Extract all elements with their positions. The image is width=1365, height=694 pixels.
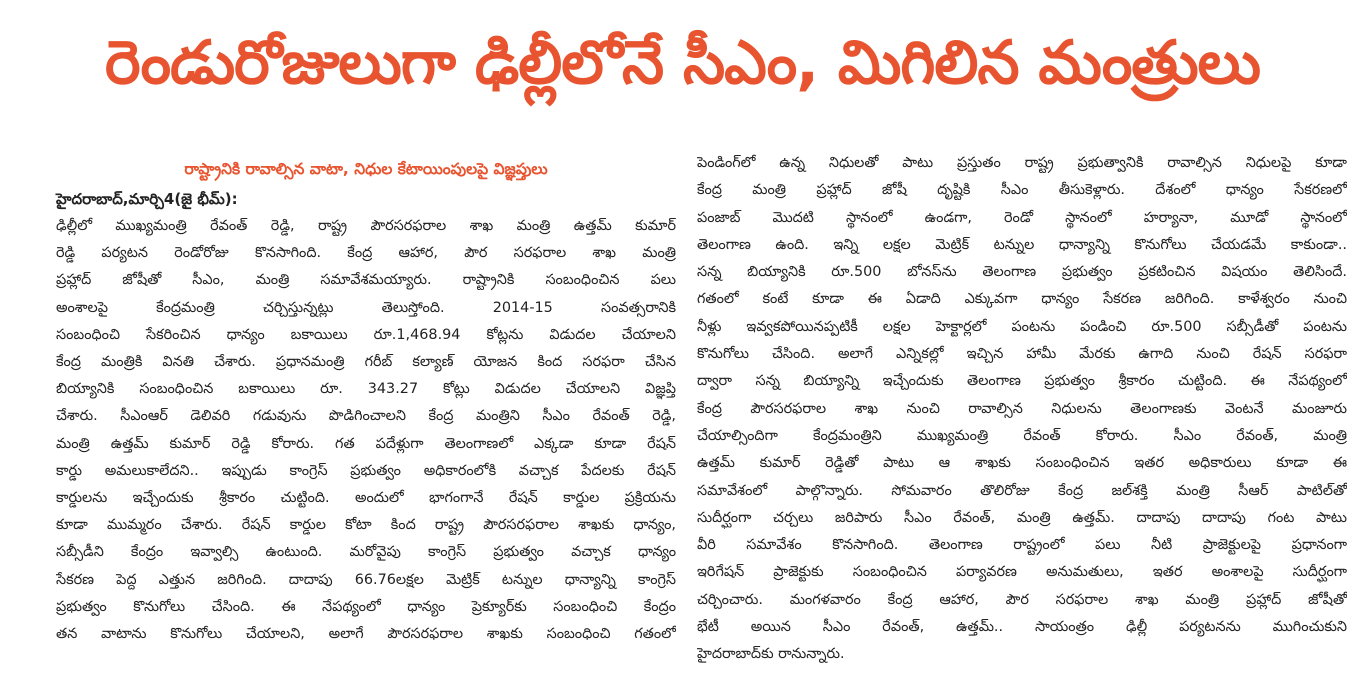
- body-line: ఇరిగేషన్ ప్రాజెక్టుకు సంబంధించిన పర్యావరణ అనుమతులు, ఇతర అంశాలపై సుదీర్ఘంగా: [697, 564, 1347, 581]
- body-line: ఢిల్లీలో ముఖ్యమంత్రి రేవంత్ రెడ్డి, రాష్ట్ర పౌరసరఫరాల శాఖ మంత్రి ఉత్తమ్ కుమార్: [56, 218, 676, 234]
- body-line: సమావేశంలో పాల్గొన్నారు. సోమవారం తొలిరోజు కేంద్ర జల్‌శక్తి మంత్రి సీఆర్ పాటిల్‌తో: [697, 482, 1347, 499]
- body-line: ద్వారా సన్న బియ్యాన్ని ఇచ్చేందుకు తెలంగాణ ప్రభుత్వం శ్రీకారం చుట్టింది. ఈ నేపథ్యంలో: [697, 373, 1347, 390]
- body-line: ప్రభుత్వం కొనుగోలు చేసింది. ఈ నేపథ్యంలో ధాన్యం ప్రెక్యూర్‌కు సంబంధించి కేంద్రం: [56, 598, 676, 615]
- body-line: సేకరణ పెద్ద ఎత్తున జరిగింది. దాదాపు 66.76లక్షల మెట్రిక్ టన్నుల ధాన్యాన్ని కాంగ్రెస్: [56, 571, 676, 588]
- body-line: సన్న బియ్యానికి రూ.500 బోనస్‌ను తెలంగాణ ప్రభుత్వం ప్రకటించిన విషయం తెలిసిందే.: [697, 264, 1347, 281]
- body-line: సబ్సీడీని కేంద్రం ఇవ్వాల్సి ఉంటుంది. మరోవైపు కాంగ్రెస్ ప్రభుత్వం వచ్చాక ధాన్యం: [56, 544, 676, 561]
- body-line: మంత్రి ఉత్తమ్ కుమార్ రెడ్డి కోరారు. గత పదేళ్లుగా తెలంగాణలో ఎక్కడా కూడా రేషన్: [56, 435, 676, 452]
- body-line: అంశాలపై కేంద్రమంత్రి చర్చిస్తున్నట్లు తెలుస్తోంది. 2014-15 సంవత్సరానికి: [56, 299, 676, 316]
- body-line: భేటీ అయిన సీఎం రేవంత్, ఉత్తమ్.. సాయంత్రం ఢిల్లీ పర్యటనను ముగించుకుని: [697, 619, 1347, 636]
- body-line: కొనుగోలు చేసింది. అలాగే ఎన్నికల్లో ఇచ్చిన హామీ మేరకు ఉగాది నుంచి రేషన్ సరఫరా: [697, 346, 1347, 363]
- body-line: కేంద్ర మంత్రి ప్రహ్లాద్ జోషీ దృష్టికి సీఎం తీసుకెళ్లారు. దేశంలో ధాన్యం సేకరణలో: [697, 182, 1347, 199]
- body-line: చేశారు. సీఎంఆర్ డెలివరి గడువును పొడిగించాలని కేంద్ర మంత్రిని సీఎం రేవంత్ రెడ్డి,: [56, 408, 676, 425]
- body-line: ఉత్తమ్ కుమార్ రెడ్డితో పాటు ఆ శాఖకు సంబంధించిన ఇతర అధికారులు కూడా ఈ: [697, 455, 1347, 472]
- body-line: కేంద్ర పౌరసరఫరాల శాఖ నుంచి రావాల్సిన నిధులను తెలంగాణకు వెంటనే మంజూరు: [697, 400, 1347, 417]
- body-line: సుదీర్ఘంగా చర్చలు జరిపారు సీఎం రేవంత్, మంత్రి ఉత్తమ్. దాదాపు దాదాపు గంట పాటు: [697, 509, 1347, 526]
- left-column-text: [56, 213, 676, 648]
- body-line: గతంలో కంటే కూడా ఈ ఏడాది ఎక్కువగా ధాన్యం సేకరణ జరిగింది. కాళేశ్వరం నుంచి: [697, 291, 1347, 308]
- body-line: బియ్యానికి సంబంధించిన బకాయిలు రూ. 343.27 కోట్లు విడుదల చేయాలని విజ్ఞప్తి: [56, 381, 676, 398]
- body-line: సంబంధించి సేకరించిన ధాన్యం బకాయిలు రూ.1,468.94 కోట్లను విడుదల చేయాలని: [56, 326, 676, 343]
- body-line: తెలంగాణ ఉంది. ఇన్ని లక్షల మెట్రిక్ టన్నుల ధాన్యాన్ని కొనుగోలు చేయడమే కాకుండా..: [697, 236, 1347, 253]
- body-line: రెడ్డి పర్యటన రెండోరోజు కొనసాగింది. కేంద్ర ఆహార, పౌర సరఫరాల శాఖ మంత్రి: [56, 245, 676, 262]
- body-line: వీరి సమావేశం కొనసాగింది. తెలంగాణ రాష్ట్రంలో పలు నీటి ప్రాజెక్టులపై ప్రధానంగా: [697, 537, 1347, 554]
- body-line: కార్డులను ఇచ్చేందుకు శ్రీకారం చుట్టింది. అందులో భాగంగానే రేషన్ కార్డుల ప్రక్రియను: [56, 490, 676, 507]
- body-line: ప్రహ్లాద్ జోషీతో సీఎం, మంత్రి సమావేశమయ్యారు. రాష్ట్రానికి సంబంధించిన పలు: [56, 272, 676, 289]
- dateline: హైదరాబాద్,మార్చి4(జై భీమ్):: [56, 190, 238, 208]
- body-line: చేయాల్సిందిగా కేంద్రమంత్రిని ముఖ్యమంత్రి రేవంత్ కోరారు. సీఎం రేవంత్, మంత్రి: [697, 427, 1347, 444]
- body-line: తన వాటాను కొనుగోలు చేయాలని, అలాగే పౌరసరఫరాల శాఖకు సంబంధించి గతంలో: [56, 626, 676, 643]
- body-line: కేంద్ర మంత్రికి వినతి చేశారు. ప్రధానమంత్రి గరీబ్ కల్యాణ్ యోజన కింద సరఫరా చేసిన: [56, 354, 676, 371]
- left-column: [56, 152, 676, 648]
- body-line: పెండింగ్‌లో ఉన్న నిధులతో పాటు ప్రస్తుతం రాష్ట్ర ప్రభుత్వానికి రావాల్సిన నిధులపై కూడా: [697, 155, 1347, 171]
- body-line: కార్డు అమలుకాలేదని.. ఇప్పుడు కాంగ్రెస్ ప్రభుత్వం అధికారంలోకి వచ్చాక పేదలకు రేషన్: [56, 462, 676, 479]
- body-line: కూడా ముమ్మరం చేశారు. రేషన్ కార్డుల కోటా కింద రాష్ట్ర పౌరసరఫరాల శాఖకు ధాన్యం,: [56, 517, 676, 534]
- headline: రెండురోజులుగా ఢిల్లీలోనే సీఎం, మిగిలిన మంత్రులు: [105, 28, 1260, 98]
- body-line-last: హైదరాబాద్‌కు రానున్నారు.: [697, 646, 845, 663]
- right-column: [697, 150, 1347, 669]
- body-line: నీళ్లు ఇవ్వకపోయినప్పటికీ లక్షల హెక్టార్లలో పంటను పండించి రూ.500 సబ్సీడీతో పంటను: [697, 318, 1347, 335]
- subheadline: రాష్ట్రానికి రావాల్సిన వాటా, నిధుల కేటాయింపులపై విజ్ఞప్తులు: [184, 160, 548, 178]
- body-line: చర్చించారు. మంగళవారం కేంద్ర ఆహార, పౌర సరఫరాల శాఖ మంత్రి ప్రహ్లాద్ జోషీతో: [697, 591, 1347, 608]
- body-line: పంజాబ్ మొదటి స్థానంలో ఉండగా, రెండో స్థానంలో హర్యానా, మూడో స్థానంలో: [697, 209, 1347, 226]
